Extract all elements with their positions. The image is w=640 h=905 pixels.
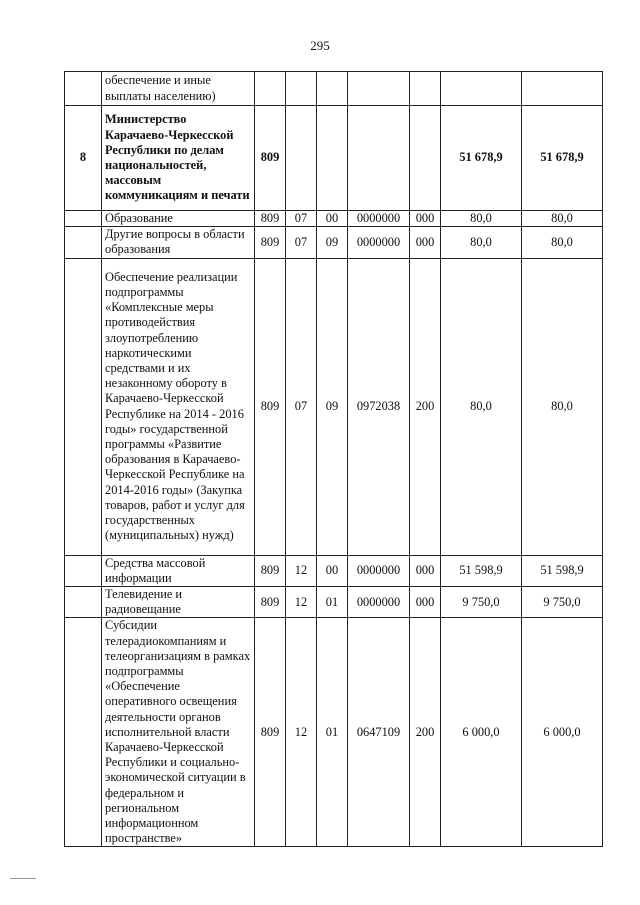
target-article-code	[348, 72, 410, 106]
grbs-code: 809	[255, 618, 286, 847]
grbs-code: 809	[255, 211, 286, 227]
row-number	[65, 227, 102, 258]
grbs-code: 809	[255, 258, 286, 555]
row-number: 8	[65, 106, 102, 211]
target-article-code: 0000000	[348, 227, 410, 258]
amount-2: 80,0	[522, 227, 603, 258]
page-number: 295	[310, 38, 330, 53]
subsection-code: 01	[317, 587, 348, 618]
row-number	[65, 72, 102, 106]
section-code	[286, 106, 317, 211]
expense-type-code: 000	[410, 227, 441, 258]
subsection-code	[317, 72, 348, 106]
grbs-code: 809	[255, 106, 286, 211]
target-article-code: 0000000	[348, 555, 410, 586]
amount-2: 6 000,0	[522, 618, 603, 847]
grbs-code: 809	[255, 227, 286, 258]
item-name: Образование	[102, 211, 255, 227]
expense-type-code: 200	[410, 258, 441, 555]
grbs-code	[255, 72, 286, 106]
grbs-code: 809	[255, 555, 286, 586]
row-number	[65, 555, 102, 586]
subsection-code: 09	[317, 258, 348, 555]
amount-2: 80,0	[522, 211, 603, 227]
subsection-code	[317, 106, 348, 211]
item-name: Телевидение и радиовещание	[102, 587, 255, 618]
table-row	[65, 258, 603, 555]
table-row	[65, 555, 603, 586]
amount-1: 80,0	[441, 227, 522, 258]
table-row	[65, 106, 603, 211]
subsection-code: 00	[317, 211, 348, 227]
expense-type-code	[410, 72, 441, 106]
section-code: 12	[286, 555, 317, 586]
amount-1: 9 750,0	[441, 587, 522, 618]
amount-1: 51 598,9	[441, 555, 522, 586]
table-body	[65, 72, 603, 847]
table-row	[65, 72, 603, 106]
subsection-code: 00	[317, 555, 348, 586]
table-row	[65, 211, 603, 227]
section-code: 07	[286, 211, 317, 227]
table-row	[65, 587, 603, 618]
item-name: Министерство Карачаево-Черкесской Республики по делам национальностей, массовым коммуникациям и печати	[102, 106, 255, 211]
expense-type-code: 000	[410, 555, 441, 586]
section-code: 07	[286, 258, 317, 555]
item-name: Обеспечение реализации подпрограммы «Комплексные меры противодействия злоупотреблению наркотическими средствами и их незаконному обороту в Карачаево-Черкесской Республике на 2014 - 2016 годы» государственной программы «Развитие образования в Карачаево-Черкесской Республике на 2014-2016 годы» (Закупка товаров, работ и услуг для государственных (муниципальных) нужд)	[102, 258, 255, 555]
amount-1: 6 000,0	[441, 618, 522, 847]
row-number	[65, 587, 102, 618]
row-number	[65, 211, 102, 227]
target-article-code: 0647109	[348, 618, 410, 847]
target-article-code	[348, 106, 410, 211]
budget-table	[64, 71, 603, 847]
table-row	[65, 227, 603, 258]
amount-2: 51 598,9	[522, 555, 603, 586]
target-article-code: 0000000	[348, 587, 410, 618]
amount-2: 9 750,0	[522, 587, 603, 618]
subsection-code: 09	[317, 227, 348, 258]
item-name: Другие вопросы в области образования	[102, 227, 255, 258]
amount-2: 80,0	[522, 258, 603, 555]
table-row	[65, 618, 603, 847]
section-code	[286, 72, 317, 106]
section-code: 07	[286, 227, 317, 258]
section-code: 12	[286, 618, 317, 847]
amount-2	[522, 72, 603, 106]
expense-type-code: 000	[410, 587, 441, 618]
expense-type-code: 200	[410, 618, 441, 847]
amount-2: 51 678,9	[522, 106, 603, 211]
section-code: 12	[286, 587, 317, 618]
item-name: Средства массовой информации	[102, 555, 255, 586]
row-number	[65, 618, 102, 847]
target-article-code: 0000000	[348, 211, 410, 227]
grbs-code: 809	[255, 587, 286, 618]
amount-1: 80,0	[441, 258, 522, 555]
amount-1	[441, 72, 522, 106]
item-name: Субсидии телерадиокомпаниям и телеорганизациям в рамках подпрограммы «Обеспечение оперативного освещения деятельности органов исполнительной власти Карачаево-Черкесской Республики и социально-экономической ситуации в федеральном и региональном информационном пространстве»	[102, 618, 255, 847]
expense-type-code: 000	[410, 211, 441, 227]
amount-1: 51 678,9	[441, 106, 522, 211]
target-article-code: 0972038	[348, 258, 410, 555]
amount-1: 80,0	[441, 211, 522, 227]
subsection-code: 01	[317, 618, 348, 847]
row-number	[65, 258, 102, 555]
expense-type-code	[410, 106, 441, 211]
scan-mark	[10, 878, 36, 879]
item-name: обеспечение и иные выплаты населению)	[102, 72, 255, 106]
